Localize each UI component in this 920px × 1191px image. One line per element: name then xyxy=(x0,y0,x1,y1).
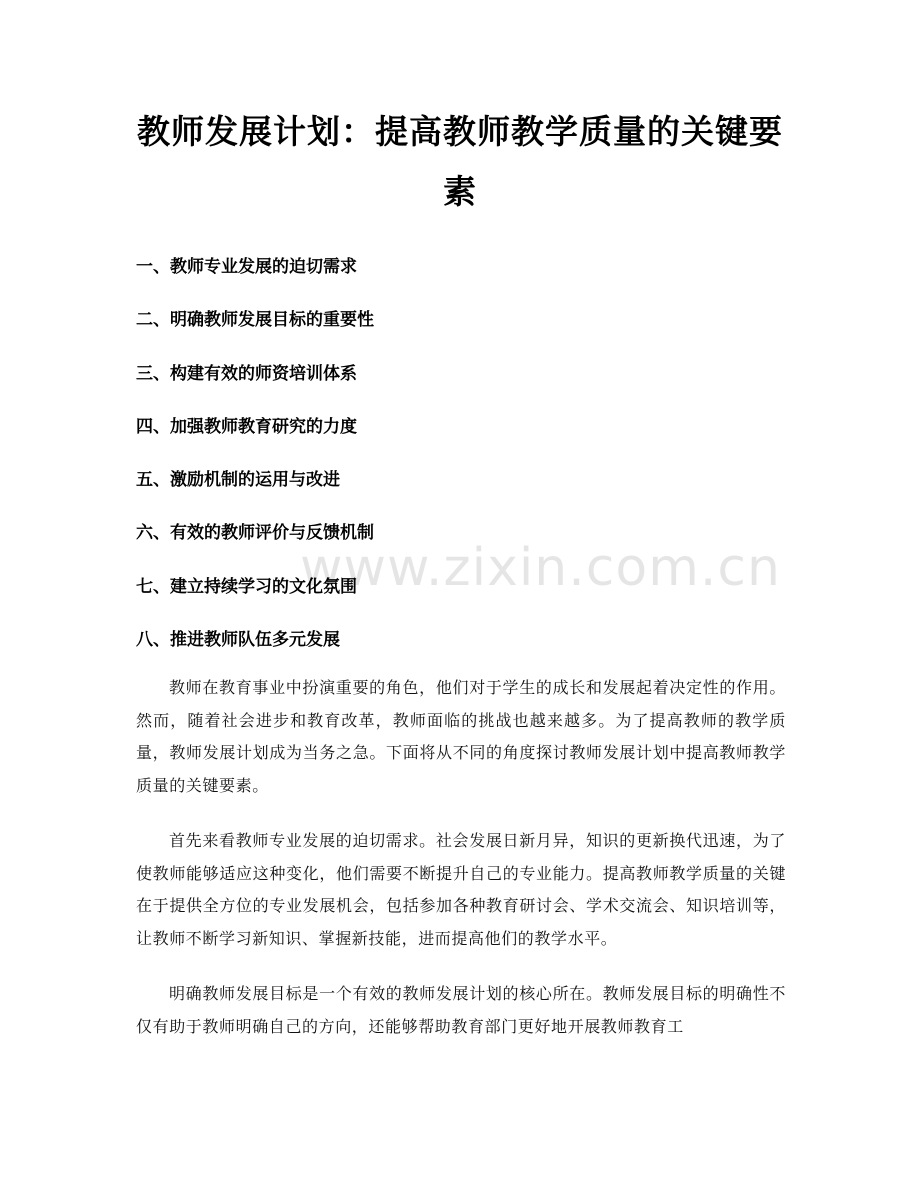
document-body xyxy=(136,672,786,1066)
toc-item: 八、推进教师队伍多元发展 xyxy=(136,630,340,651)
body-paragraph: 明确教师发展目标是一个有效的教师发展计划的核心所在。教师发展目标的明确性不仅有助于教师明确自己的方向，还能够帮助教育部门更好地开展教师教育工 xyxy=(136,984,786,1036)
body-paragraph: 教师在教育事业中扮演重要的角色，他们对于学生的成长和发展起着决定性的作用。然而，随着社会进步和教育改革，教师面临的挑战也越来越多。为了提高教师的教学质量，教师发展计划成为当务之急。下面将从不同的角度探讨教师发展计划中提高教师教学质量的关键要素。 xyxy=(136,678,786,795)
toc-item: 二、明确教师发展目标的重要性 xyxy=(136,310,374,331)
document-title: 教师发展计划：提高教师教学质量的关键要素 xyxy=(137,112,783,211)
toc-item: 七、建立持续学习的文化氛围 xyxy=(136,576,357,597)
toc-item: 四、加强教师教育研究的力度 xyxy=(136,416,357,437)
body-paragraph: 首先来看教师专业发展的迫切需求。社会发展日新月异，知识的更新换代迅速，为了使教师能够适应这种变化，他们需要不断提升自己的专业能力。提高教师教学质量的关键在于提供全方位的专业发展机会，包括参加各种教育研讨会、学术交流会、知识培训等，让教师不断学习新知识、掌握新技能，进而提高他们的教学水平。 xyxy=(136,831,786,948)
table-of-contents xyxy=(136,250,374,676)
toc-item: 一、教师专业发展的迫切需求 xyxy=(136,257,357,277)
toc-item: 六、有效的教师评价与反馈机制 xyxy=(136,523,374,544)
watermark: www.zixin.com.cn xyxy=(300,538,781,598)
toc-item: 五、激励机制的运用与改进 xyxy=(136,470,340,491)
toc-item: 三、构建有效的师资培训体系 xyxy=(136,363,357,384)
